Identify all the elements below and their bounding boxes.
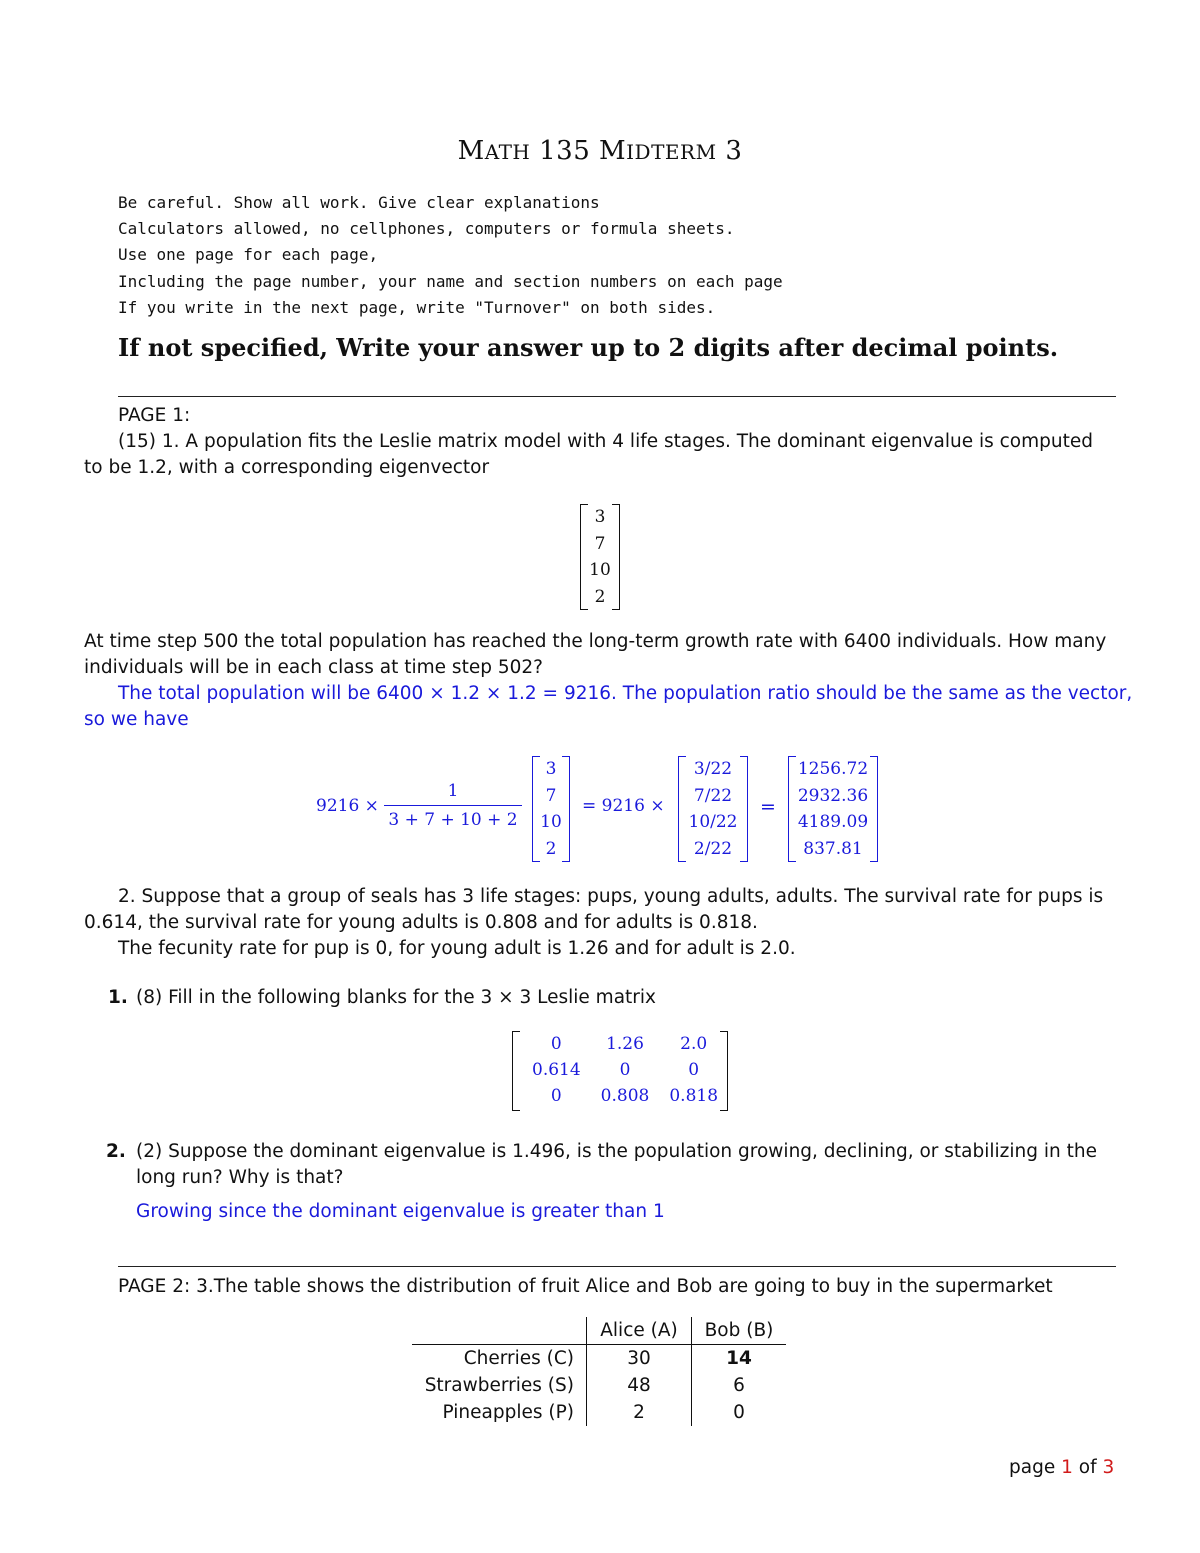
instruction-line: Calculators allowed, no cellphones, computers or formula sheets. [118, 219, 735, 238]
page-current: 1 [1061, 1457, 1073, 1478]
page1-label: PAGE 1: [118, 405, 191, 426]
equation-middle: = 9216 × [582, 796, 665, 816]
subquestion-number: 1. [108, 987, 128, 1008]
equation-vector [532, 756, 570, 860]
page-of: of [1078, 1457, 1097, 1478]
question-1-line-3: At time step 500 the total population has reached the long-term growth rate with 6400 individuals. How many [84, 631, 1107, 652]
question-2-line-2: 0.614, the survival rate for young adults is 0.808 and for adults is 0.818. [84, 912, 758, 933]
table-cell: 0 [692, 1399, 787, 1426]
instruction-line: Including the page number, your name and section numbers on each page [118, 272, 783, 291]
answer-2: Growing since the dominant eigenvalue is greater than 1 [136, 1201, 665, 1222]
table-cell: 6 [692, 1372, 787, 1399]
vector-entry: 7 [545, 785, 557, 806]
table-cell: 2 [587, 1399, 692, 1426]
matrix-cell: 0.808 [600, 1086, 650, 1106]
divider [118, 396, 1116, 397]
equation-fraction [384, 781, 522, 830]
fruit-table [412, 1317, 786, 1426]
table-cell: Strawberries (S) [424, 1375, 574, 1396]
instruction-line: Use one page for each page, [118, 245, 379, 264]
matrix-cell: 0.818 [669, 1086, 719, 1106]
page2-label: PAGE 2: 3.The table shows the distribution of fruit Alice and Bob are going to buy in the supermarket [118, 1276, 1053, 1297]
vector-entry: 7 [594, 533, 606, 554]
table-row [412, 1345, 786, 1373]
fraction-vector [678, 756, 748, 860]
vector-entry: 3/22 [693, 759, 733, 779]
leslie-matrix [512, 1031, 728, 1111]
q1-points: (15) [118, 431, 156, 452]
table-header [412, 1317, 587, 1345]
q1-number: 1. [161, 431, 180, 452]
vector-entry: 837.81 [803, 838, 863, 859]
page-prefix: page [1009, 1457, 1056, 1478]
table-row [412, 1372, 786, 1399]
question-2-line-3: The fecunity rate for pup is 0, for young adult is 1.26 and for adult is 2.0. [118, 938, 796, 959]
vector-entry: 2 [545, 838, 557, 859]
vector-entry: 3 [594, 507, 606, 527]
subquestion-number: 2. [106, 1141, 126, 1162]
matrix-cell: 0 [619, 1060, 631, 1080]
question-2-line: 2. Suppose that a group of seals has 3 life stages: pups, young adults, adults. The survival rate for pups is [118, 886, 1104, 907]
page-title: MATH 135 MIDTERM 3 [457, 136, 743, 166]
result-vector [788, 756, 878, 860]
q1-text: A population fits the Leslie matrix model with 4 life stages. The dominant eigenvalue is computed [179, 431, 1093, 452]
matrix-cell: 2.0 [680, 1034, 708, 1054]
table-cell: Cherries (C) [463, 1348, 574, 1369]
answer-1-line-2: so we have [84, 709, 189, 730]
table-row [412, 1399, 786, 1426]
subquestion-2-text: (2) Suppose the dominant eigenvalue is 1.496, is the population growing, declining, or stabilizing in the [136, 1141, 1097, 1162]
question-1-line-2: to be 1.2, with a corresponding eigenvector [84, 457, 490, 478]
table-header: Bob (B) [692, 1317, 787, 1345]
question-1-line [118, 429, 1093, 455]
vector-entry: 4189.09 [797, 812, 869, 832]
instruction-line: If you write in the next page, write "Turnover" on both sides. [118, 298, 716, 317]
emphasis-note: If not specified, Write your answer up to 2 digits after decimal points. [118, 333, 1059, 362]
subquestion-1-text: (8) Fill in the following blanks for the 3 × 3 Leslie matrix [136, 987, 656, 1008]
vector-entry: 7/22 [693, 785, 733, 806]
page-number [1009, 1455, 1114, 1481]
matrix-cell: 0 [550, 1086, 562, 1106]
table-cell: Pineapples (P) [442, 1402, 574, 1423]
answer-1-line: The total population will be 6400 × 1.2 × 1.2 = 9216. The population ratio should be the same as the vector, [118, 683, 1133, 704]
table-header: Alice (A) [587, 1317, 692, 1345]
matrix-cell: 0 [550, 1034, 562, 1054]
vector-entry: 10 [589, 560, 611, 580]
fraction-numerator: 1 [384, 781, 522, 806]
vector-entry: 2/22 [693, 838, 733, 859]
vector-entry: 2 [594, 586, 606, 607]
matrix-cell: 0.614 [532, 1060, 581, 1080]
instruction-line: Be careful. Show all work. Give clear explanations [118, 193, 600, 212]
fraction-denominator: 3 + 7 + 10 + 2 [388, 810, 518, 830]
table-cell: 14 [692, 1345, 787, 1373]
vector-entry: 1256.72 [797, 759, 869, 779]
page-total: 3 [1102, 1457, 1115, 1478]
question-1-line-4: individuals will be in each class at time step 502? [84, 657, 543, 678]
matrix-cell: 0 [688, 1060, 700, 1080]
matrix-cell: 1.26 [606, 1034, 644, 1054]
eigenvector [580, 504, 620, 608]
subquestion-2-text-2: long run? Why is that? [136, 1167, 344, 1188]
vector-entry: 10 [540, 812, 562, 832]
equation-coefficient: 9216 × [316, 796, 379, 816]
vector-entry: 10/22 [688, 812, 738, 832]
table-cell: 48 [587, 1372, 692, 1399]
table-cell: 30 [587, 1345, 692, 1373]
divider [118, 1266, 1116, 1267]
vector-entry: 3 [545, 759, 557, 779]
equation-equals: = [760, 796, 776, 818]
vector-entry: 2932.36 [797, 785, 869, 806]
